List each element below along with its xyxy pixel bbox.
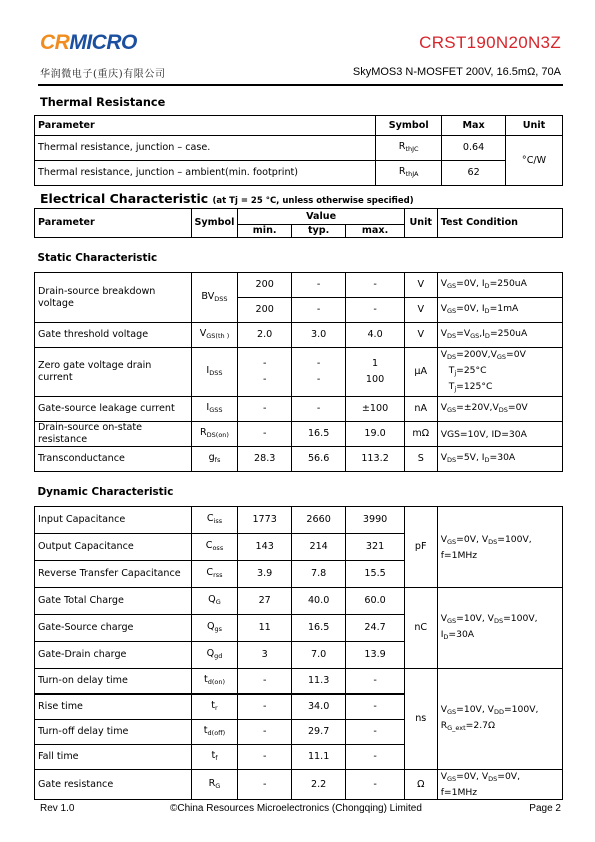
table-row — [35, 397, 563, 422]
revision-label: Rev 1.0 — [40, 803, 75, 814]
value-min: 1773 — [238, 507, 291, 534]
static-group-title: Static Characteristic — [35, 238, 563, 273]
param-qgs: Gate-Source charge — [35, 615, 192, 642]
value-max: 113.2 — [346, 447, 404, 472]
thermal-param: Thermal resistance, junction – case. — [35, 136, 376, 161]
param-idss: Zero gate voltage drain current — [35, 348, 192, 397]
test-condition: $V_{GS}=0V$, $I_D=250uA$ — [437, 273, 562, 298]
symbol-qgd: $Q_{gd}$ — [191, 642, 238, 669]
value-min: - - — [238, 348, 291, 397]
thermal-symbol: $R_{thJC}$ — [376, 136, 442, 161]
header-min: min. — [238, 225, 291, 238]
value-typ: 2660 — [291, 507, 345, 534]
thermal-max: 62 — [442, 161, 506, 186]
value-unit: pF — [404, 507, 437, 588]
value-unit: μA — [404, 348, 437, 397]
symbol-qg: $Q_G$ — [191, 588, 238, 615]
table-row — [35, 348, 563, 397]
company-name-cn: 华润微电子(重庆)有限公司 — [40, 69, 166, 80]
test-condition: $V_{DS}=200V,V_{GS}=0V$ $T_j=25^\circ C$ $T_j=125^\circ C$ — [437, 348, 562, 397]
value-min: - — [238, 694, 291, 720]
thermal-param: Thermal resistance, junction – ambient(min. footprint) — [35, 161, 376, 186]
value-unit: V — [404, 323, 437, 348]
value-max: 3990 — [346, 507, 404, 534]
dynamic-group-title: Dynamic Characteristic — [35, 472, 563, 507]
table-row — [35, 422, 563, 447]
value-max: - — [346, 669, 404, 695]
symbol-tdon: $t_{d(on)}$ — [191, 669, 238, 695]
value-min: - — [238, 397, 291, 422]
value-typ: 11.1 — [291, 745, 345, 770]
symbol-rg: $R_G$ — [191, 770, 238, 800]
value-unit: V — [404, 298, 437, 323]
symbol-coss: $C_{oss}$ — [191, 534, 238, 561]
value-min: - — [238, 770, 291, 800]
header-value: Value — [238, 209, 404, 225]
value-unit: nC — [404, 588, 437, 669]
copyright-notice: ©China Resources Microelectronics (Chongqing) Limited — [170, 803, 422, 814]
value-typ: 11.3 — [291, 669, 345, 695]
value-min: 3 — [238, 642, 291, 669]
header-unit: Unit — [404, 209, 437, 238]
symbol-gfs: $g_{fs}$ — [191, 447, 238, 472]
electrical-section-title: Electrical Characteristic (at Tj = 25 °C, unless otherwise specified) — [40, 191, 414, 206]
thermal-header-parameter: Parameter — [35, 116, 376, 136]
table-row — [35, 588, 563, 615]
value-max: 19.0 — [346, 422, 404, 447]
test-condition: $V_{GS}=0V$, $V_{DS}=100V$, f=1MHz — [437, 507, 562, 588]
value-typ: 214 — [291, 534, 345, 561]
symbol-idss: $I_{DSS}$ — [191, 348, 238, 397]
thermal-symbol: $R_{thJA}$ — [376, 161, 442, 186]
value-min: - — [238, 422, 291, 447]
value-max: - — [346, 694, 404, 720]
value-max: 60.0 — [346, 588, 404, 615]
value-typ: 29.7 — [291, 720, 345, 745]
test-condition: $V_{GS}=10V$, $V_{DD}=100V$, $R_{G\_ext}=2.7\Omega$ — [437, 669, 562, 770]
dynamic-group-row — [35, 472, 563, 507]
param-rds: Drain-source on-state resistance — [35, 422, 192, 447]
table-row — [35, 669, 563, 695]
param-vth: Gate threshold voltage — [35, 323, 192, 348]
param-tf: Fall time — [35, 745, 192, 770]
symbol-qgs: $Q_{gs}$ — [191, 615, 238, 642]
device-subtitle: SkyMOS3 N-MOSFET 200V, 16.5mΩ, 70A — [352, 66, 561, 78]
table-row — [35, 770, 563, 800]
thermal-header-symbol: Symbol — [376, 116, 442, 136]
thermal-max: 0.64 — [442, 136, 506, 161]
thermal-unit: °C/W — [506, 136, 563, 186]
param-coss: Output Capacitance — [35, 534, 192, 561]
test-condition: $V_{DS}=5V$, $I_D=30A$ — [437, 447, 562, 472]
value-min: 3.9 — [238, 561, 291, 588]
param-crss: Reverse Transfer Capacitance — [35, 561, 192, 588]
param-ciss: Input Capacitance — [35, 507, 192, 534]
part-number: CRST190N20N3Z — [419, 33, 561, 52]
symbol-rds: $R_{DS(on)}$ — [191, 422, 238, 447]
value-min: 200 — [238, 273, 291, 298]
test-condition: $V_{GS}=\pm 20V,V_{DS}=0V$ — [437, 397, 562, 422]
value-typ: 16.5 — [291, 422, 345, 447]
value-unit: mΩ — [404, 422, 437, 447]
thermal-section-title: Thermal Resistance — [40, 96, 166, 109]
param-qg: Gate Total Charge — [35, 588, 192, 615]
symbol-igss: $I_{GSS}$ — [191, 397, 238, 422]
logo-text-cr: CR — [40, 31, 70, 54]
electrical-title-note: (at Tj = 25 °C, unless otherwise specified) — [212, 196, 414, 206]
value-min: 28.3 — [238, 447, 291, 472]
param-igss: Gate-source leakage current — [35, 397, 192, 422]
value-min: 27 — [238, 588, 291, 615]
value-typ: 7.8 — [291, 561, 345, 588]
param-tr: Rise time — [35, 694, 192, 720]
value-typ: 2.2 — [291, 770, 345, 800]
page-number: Page 2 — [529, 803, 561, 814]
thermal-header-max: Max — [442, 116, 506, 136]
company-logo — [40, 31, 137, 55]
value-min: 200 — [238, 298, 291, 323]
footer-divider — [38, 799, 563, 800]
test-condition: VGS=10V, ID=30A — [437, 422, 562, 447]
symbol-crss: $C_{rss}$ — [191, 561, 238, 588]
static-group-row — [35, 238, 563, 273]
value-min: - — [238, 720, 291, 745]
symbol-bv: $BV_{DSS}$ — [191, 273, 238, 323]
table-row — [35, 323, 563, 348]
value-max: - — [346, 770, 404, 800]
logo-text-micro: MICRO — [69, 31, 137, 54]
value-unit: ns — [404, 669, 437, 770]
thermal-header-row — [35, 116, 563, 136]
value-max: - — [346, 273, 404, 298]
test-condition: $V_{GS}=10V$, $V_{DS}=100V$, $I_D=30A$ — [437, 588, 562, 669]
value-max: - — [346, 298, 404, 323]
symbol-tr: $t_r$ — [191, 694, 238, 720]
value-max: 15.5 — [346, 561, 404, 588]
thermal-table — [34, 115, 563, 186]
table-row — [35, 447, 563, 472]
value-typ: 56.6 — [291, 447, 345, 472]
value-typ: - — [291, 397, 345, 422]
symbol-tdoff: $t_{d(off)}$ — [191, 720, 238, 745]
table-row — [35, 507, 563, 534]
value-unit: nA — [404, 397, 437, 422]
value-min: - — [238, 669, 291, 695]
param-tdon: Turn-on delay time — [35, 669, 192, 695]
header-divider — [38, 84, 563, 86]
value-unit: Ω — [404, 770, 437, 800]
value-max: ±100 — [346, 397, 404, 422]
symbol-tf: $t_f$ — [191, 745, 238, 770]
header-symbol: Symbol — [191, 209, 238, 238]
test-condition: $V_{GS}=0V$, $V_{DS}=0V$, f=1MHz — [437, 770, 562, 800]
value-typ: - - — [291, 348, 345, 397]
param-rg: Gate resistance — [35, 770, 192, 800]
value-typ: 34.0 — [291, 694, 345, 720]
header-typ: typ. — [291, 225, 345, 238]
param-tdoff: Turn-off delay time — [35, 720, 192, 745]
value-typ: 16.5 — [291, 615, 345, 642]
symbol-ciss: $C_{iss}$ — [191, 507, 238, 534]
thermal-row — [35, 161, 563, 186]
thermal-header-unit: Unit — [506, 116, 563, 136]
test-condition: $V_{GS}=0V$, $I_D=1mA$ — [437, 298, 562, 323]
value-min: 2.0 — [238, 323, 291, 348]
thermal-row — [35, 136, 563, 161]
header-parameter: Parameter — [35, 209, 192, 238]
table-row — [35, 273, 563, 298]
test-condition: $V_{DS}=V_{GS},I_D=250uA$ — [437, 323, 562, 348]
value-max: - — [346, 720, 404, 745]
value-max: 321 — [346, 534, 404, 561]
value-min: 11 — [238, 615, 291, 642]
symbol-vth: $V_{GS(th )}$ — [191, 323, 238, 348]
value-max: 13.9 — [346, 642, 404, 669]
value-min: 143 — [238, 534, 291, 561]
value-typ: 40.0 — [291, 588, 345, 615]
value-max: 4.0 — [346, 323, 404, 348]
value-max: 1 100 — [346, 348, 404, 397]
param-gfs: Transconductance — [35, 447, 192, 472]
param-bv: Drain-source breakdown voltage — [35, 273, 192, 323]
value-typ: 7.0 — [291, 642, 345, 669]
electrical-header-row — [35, 209, 563, 225]
header-test-condition: Test Condition — [437, 209, 562, 238]
value-min: - — [238, 745, 291, 770]
param-qgd: Gate-Drain charge — [35, 642, 192, 669]
electrical-table — [34, 208, 563, 800]
value-max: - — [346, 745, 404, 770]
value-typ: 3.0 — [291, 323, 345, 348]
value-max: 24.7 — [346, 615, 404, 642]
value-typ: - — [291, 298, 345, 323]
header-max: max. — [346, 225, 404, 238]
value-unit: V — [404, 273, 437, 298]
value-unit: S — [404, 447, 437, 472]
value-typ: - — [291, 273, 345, 298]
